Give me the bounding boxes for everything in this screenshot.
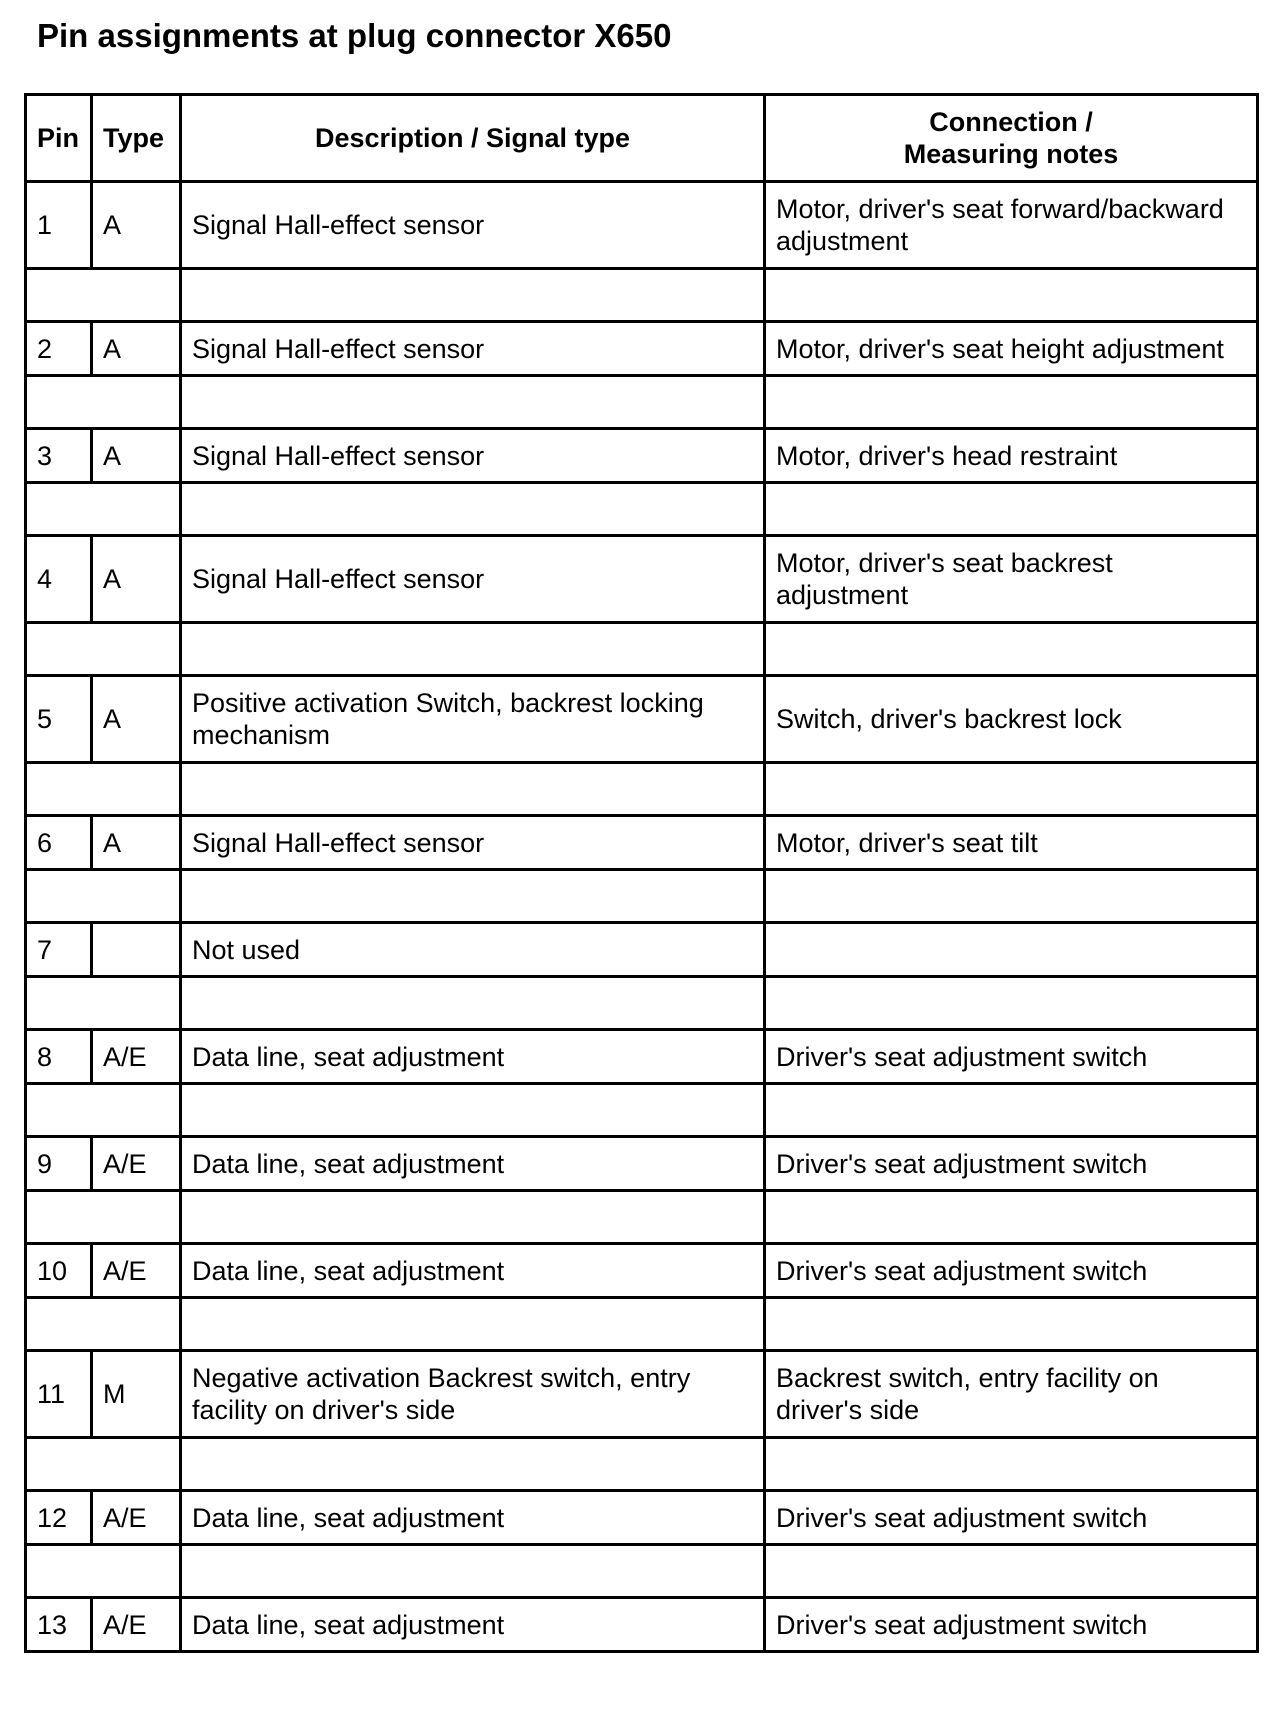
spacer-row: [26, 623, 1258, 676]
pin-cell: 11: [26, 1351, 92, 1438]
pin-cell: 9: [26, 1137, 92, 1191]
pin-cell: 5: [26, 676, 92, 763]
spacer-row: [26, 1438, 1258, 1491]
spacer-row: [26, 1084, 1258, 1137]
pin-assignment-table: [24, 93, 1259, 1653]
pin-cell: 2: [26, 322, 92, 376]
pin-cell: 4: [26, 536, 92, 623]
type-cell: A: [92, 676, 181, 763]
connection-cell: [765, 923, 1258, 977]
table-header-row: [26, 95, 1258, 182]
table-row: [26, 536, 1258, 623]
type-cell: A/E: [92, 1598, 181, 1652]
header-pin: Pin: [26, 95, 92, 182]
connection-cell: Driver's seat adjustment switch: [765, 1244, 1258, 1298]
description-cell: Signal Hall-effect sensor: [181, 322, 765, 376]
page-title: Pin assignments at plug connector X650: [37, 17, 672, 54]
spacer-row: [26, 1545, 1258, 1598]
spacer-row: [26, 1298, 1258, 1351]
connection-cell: Motor, driver's seat forward/backward adjustment: [765, 182, 1258, 269]
table-row: [26, 1491, 1258, 1545]
connection-cell: Driver's seat adjustment switch: [765, 1137, 1258, 1191]
header-description: Description / Signal type: [181, 95, 765, 182]
pin-cell: 6: [26, 816, 92, 870]
description-cell: Data line, seat adjustment: [181, 1244, 765, 1298]
type-cell: A/E: [92, 1137, 181, 1191]
table-row: [26, 1351, 1258, 1438]
table-row: [26, 1244, 1258, 1298]
pin-cell: 10: [26, 1244, 92, 1298]
type-cell: A: [92, 429, 181, 483]
type-cell: [92, 923, 181, 977]
description-cell: Signal Hall-effect sensor: [181, 182, 765, 269]
connection-cell: Driver's seat adjustment switch: [765, 1491, 1258, 1545]
table-row: [26, 1030, 1258, 1084]
type-cell: A/E: [92, 1244, 181, 1298]
pin-cell: 3: [26, 429, 92, 483]
table-row: [26, 1598, 1258, 1652]
pin-cell: 7: [26, 923, 92, 977]
description-cell: Signal Hall-effect sensor: [181, 536, 765, 623]
description-cell: Data line, seat adjustment: [181, 1030, 765, 1084]
table-row: [26, 182, 1258, 269]
spacer-row: [26, 870, 1258, 923]
connection-cell: Switch, driver's backrest lock: [765, 676, 1258, 763]
connection-cell: Driver's seat adjustment switch: [765, 1030, 1258, 1084]
header-connection: [765, 95, 1258, 182]
pin-cell: 13: [26, 1598, 92, 1652]
table-row: [26, 322, 1258, 376]
description-cell: Negative activation Backrest switch, entry facility on driver's side: [181, 1351, 765, 1438]
description-cell: Signal Hall-effect sensor: [181, 429, 765, 483]
spacer-row: [26, 376, 1258, 429]
header-connection-line2: Measuring notes: [903, 139, 1119, 169]
type-cell: A/E: [92, 1491, 181, 1545]
header-connection-line1: Connection /: [929, 107, 1093, 137]
spacer-row: [26, 977, 1258, 1030]
type-cell: A/E: [92, 1030, 181, 1084]
table-row: [26, 1137, 1258, 1191]
table-row: [26, 816, 1258, 870]
type-cell: A: [92, 536, 181, 623]
spacer-row: [26, 1191, 1258, 1244]
table-row: [26, 429, 1258, 483]
connection-cell: Motor, driver's head restraint: [765, 429, 1258, 483]
table-row: [26, 923, 1258, 977]
table-row: [26, 676, 1258, 763]
connection-cell: Motor, driver's seat height adjustment: [765, 322, 1258, 376]
pin-cell: 1: [26, 182, 92, 269]
connection-cell: Motor, driver's seat backrest adjustment: [765, 536, 1258, 623]
pin-cell: 12: [26, 1491, 92, 1545]
spacer-row: [26, 483, 1258, 536]
spacer-row: [26, 269, 1258, 322]
connection-cell: Backrest switch, entry facility on driver's side: [765, 1351, 1258, 1438]
description-cell: Data line, seat adjustment: [181, 1598, 765, 1652]
type-cell: A: [92, 322, 181, 376]
description-cell: Positive activation Switch, backrest locking mechanism: [181, 676, 765, 763]
type-cell: A: [92, 816, 181, 870]
connection-cell: Driver's seat adjustment switch: [765, 1598, 1258, 1652]
spacer-row: [26, 763, 1258, 816]
type-cell: A: [92, 182, 181, 269]
header-type: Type: [92, 95, 181, 182]
description-cell: Signal Hall-effect sensor: [181, 816, 765, 870]
pin-cell: 8: [26, 1030, 92, 1084]
description-cell: Data line, seat adjustment: [181, 1491, 765, 1545]
connection-cell: Motor, driver's seat tilt: [765, 816, 1258, 870]
description-cell: Data line, seat adjustment: [181, 1137, 765, 1191]
description-cell: Not used: [181, 923, 765, 977]
type-cell: M: [92, 1351, 181, 1438]
